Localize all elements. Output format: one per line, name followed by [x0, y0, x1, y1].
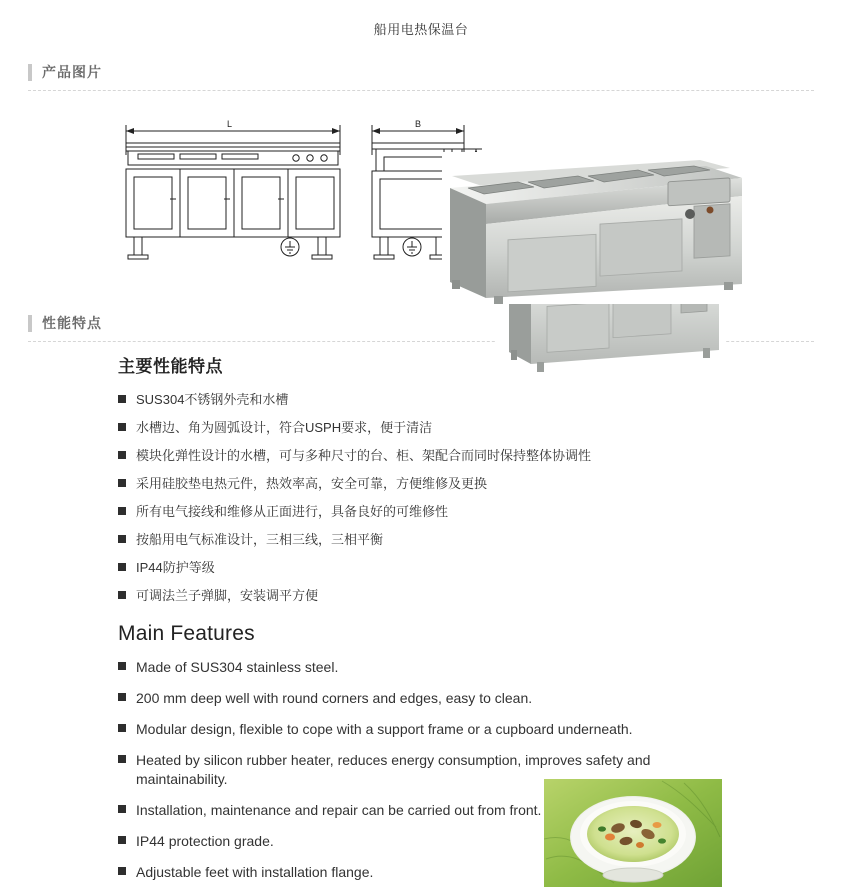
- side-view-dim-label: B: [415, 119, 422, 129]
- features-cn-heading: 主要性能特点: [118, 357, 223, 376]
- list-item: [118, 475, 842, 492]
- list-item: [118, 720, 842, 739]
- feature-text: SUS304不锈钢外壳和水槽: [136, 392, 289, 407]
- list-item: [118, 419, 842, 436]
- list-item: [118, 531, 842, 548]
- feature-text: Heated by silicon rubber heater, reduces energy consumption, improves safety and maintainability.: [136, 752, 651, 787]
- feature-text: 200 mm deep well with round corners and edges, easy to clean.: [136, 690, 533, 706]
- square-bullet-icon: [118, 563, 126, 571]
- square-bullet-icon: [118, 836, 126, 844]
- front-view-drawing: [118, 113, 348, 273]
- section-accent-bar-2: [28, 315, 32, 332]
- list-item: [118, 832, 842, 851]
- feature-text: 按船用电气标准设计，三相三线，三相平衡: [136, 532, 384, 547]
- feature-text: Installation, maintenance and repair can be carried out from front.: [136, 802, 542, 818]
- product-photo-middle: [442, 152, 747, 304]
- square-bullet-icon: [118, 507, 126, 515]
- list-item: [118, 503, 842, 520]
- square-bullet-icon: [118, 693, 126, 701]
- feature-text: Adjustable feet with installation flange.: [136, 864, 374, 880]
- list-item: [118, 559, 842, 576]
- list-item: [118, 658, 842, 677]
- square-bullet-icon: [118, 451, 126, 459]
- section-title-product-images: 产品图片: [42, 64, 102, 80]
- feature-text: 所有电气接线和维修从正面进行，具备良好的可维修性: [136, 504, 449, 519]
- list-item: [118, 689, 842, 708]
- feature-text: 水槽边、角为圆弧设计，符合USPH要求，便于清洁: [136, 420, 433, 435]
- feature-text: IP44防护等级: [136, 560, 215, 575]
- front-view-dim-label: L: [227, 119, 233, 129]
- list-item: [118, 447, 842, 464]
- square-bullet-icon: [118, 755, 126, 763]
- section-accent-bar: [28, 64, 32, 81]
- list-item: [118, 863, 842, 882]
- square-bullet-icon: [118, 662, 126, 670]
- section-title-performance-features: 性能特点: [42, 315, 102, 331]
- features-en-list: [118, 658, 842, 882]
- page-title: 船用电热保温台: [373, 22, 469, 37]
- list-item: [118, 801, 842, 820]
- square-bullet-icon: [118, 395, 126, 403]
- feature-text: 模块化弹性设计的水槽，可与多种尺寸的台、柜、架配合而同时保持整体协调性: [136, 448, 592, 463]
- feature-text: 采用硅胶垫电热元件，热效率高，安全可靠，方便维修及更换: [136, 476, 488, 491]
- feature-text: Modular design, flexible to cope with a support frame or a cupboard underneath.: [136, 721, 633, 737]
- feature-text: IP44 protection grade.: [136, 833, 274, 849]
- feature-text: 可调法兰子弹脚，安装调平方便: [136, 588, 319, 603]
- feature-text: Made of SUS304 stainless steel.: [136, 659, 339, 675]
- square-bullet-icon: [118, 867, 126, 875]
- features-en-block: [118, 622, 842, 882]
- list-item: [118, 391, 842, 408]
- features-en-heading: Main Features: [118, 622, 255, 645]
- square-bullet-icon: [118, 805, 126, 813]
- square-bullet-icon: [118, 535, 126, 543]
- square-bullet-icon: [118, 591, 126, 599]
- square-bullet-icon: [118, 423, 126, 431]
- features-cn-list: [118, 391, 842, 604]
- square-bullet-icon: [118, 479, 126, 487]
- list-item: [118, 587, 842, 604]
- square-bullet-icon: [118, 724, 126, 732]
- section-header-product-images: [28, 54, 814, 91]
- soup-dish-photo: [544, 779, 722, 887]
